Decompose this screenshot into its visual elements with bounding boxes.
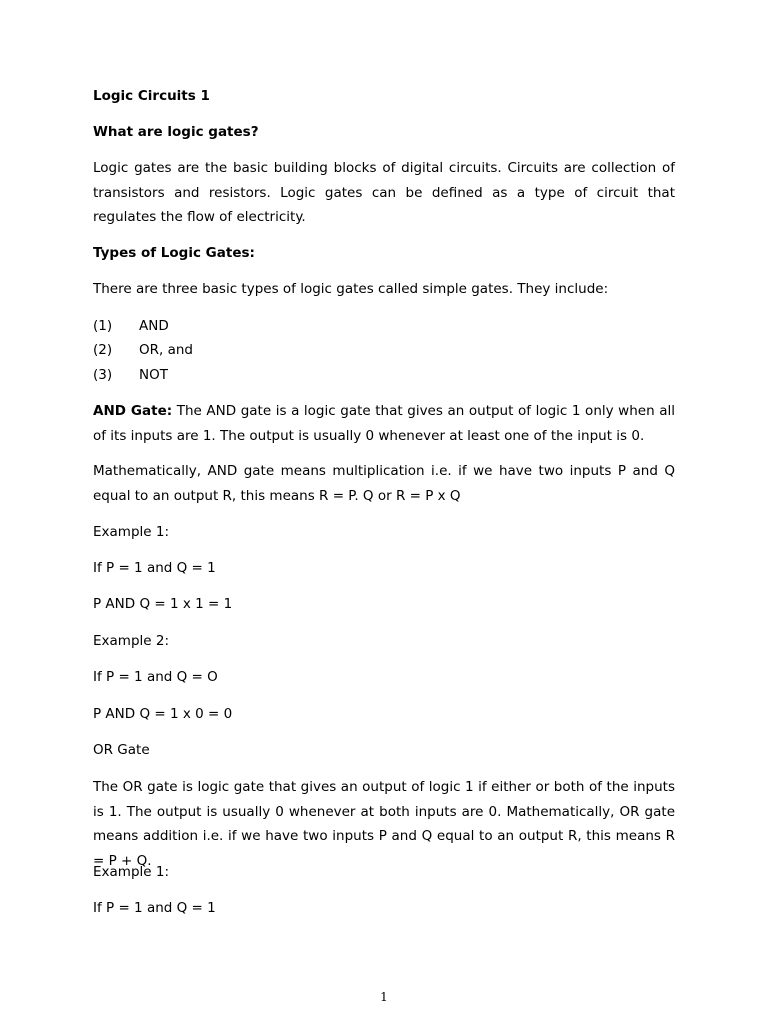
and-example1-condition: If P = 1 and Q = 1 [93,560,216,576]
heading-what-are-logic-gates: What are logic gates? [93,124,259,140]
list-item-text: OR, and [139,342,193,358]
list-item-text: NOT [139,367,168,383]
and-example2-result: P AND Q = 1 x 0 = 0 [93,706,233,722]
and-example2-condition: If P = 1 and Q = O [93,669,218,685]
page-number: 1 [380,990,388,1004]
or-example1-condition: If P = 1 and Q = 1 [93,900,216,916]
list-item [93,366,493,384]
list-item-text: AND [139,318,169,334]
list-item-number: (2) [93,342,113,358]
paragraph-and-gate [93,399,675,448]
paragraph-types-intro: There are three basic types of logic gates called simple gates. They include: [93,281,609,297]
and-gate-label: AND Gate: [93,403,173,419]
and-example2-label: Example 2: [93,633,169,649]
and-example1-label: Example 1: [93,524,169,540]
list-item [93,317,493,335]
heading-types-of-logic-gates: Types of Logic Gates: [93,245,255,261]
document-title: Logic Circuits 1 [93,88,210,104]
paragraph-definition: Logic gates are the basic building blocks of digital circuits. Circuits are collection of transistors and resistors. Logic gates can be defined as a type of circuit that regulates the flow of electricity. [93,160,675,225]
paragraph-and-math: Mathematically, AND gate means multiplication i.e. if we have two inputs P and Q equal to an output R, this means R = P. Q or R = P x Q [93,463,675,504]
or-example1-label: Example 1: [93,864,169,880]
or-gate-heading: OR Gate [93,742,150,758]
list-item-number: (1) [93,318,113,334]
list-item [93,341,493,359]
list-item-number: (3) [93,367,113,383]
paragraph-or-gate: The OR gate is logic gate that gives an output of logic 1 if either or both of the inputs is 1. The output is usually 0 whenever at both inputs are 0. Mathematically, OR gate means addition i.e. if we have two inputs P and Q equal to an output R, this means R = P + Q. [93,779,675,869]
and-gate-text: The AND gate is a logic gate that gives an output of logic 1 only when all of its inputs are 1. The output is usually 0 whenever at least one of the input is 0. [93,403,675,444]
document-page [93,0,675,1024]
and-example1-result: P AND Q = 1 x 1 = 1 [93,596,233,612]
